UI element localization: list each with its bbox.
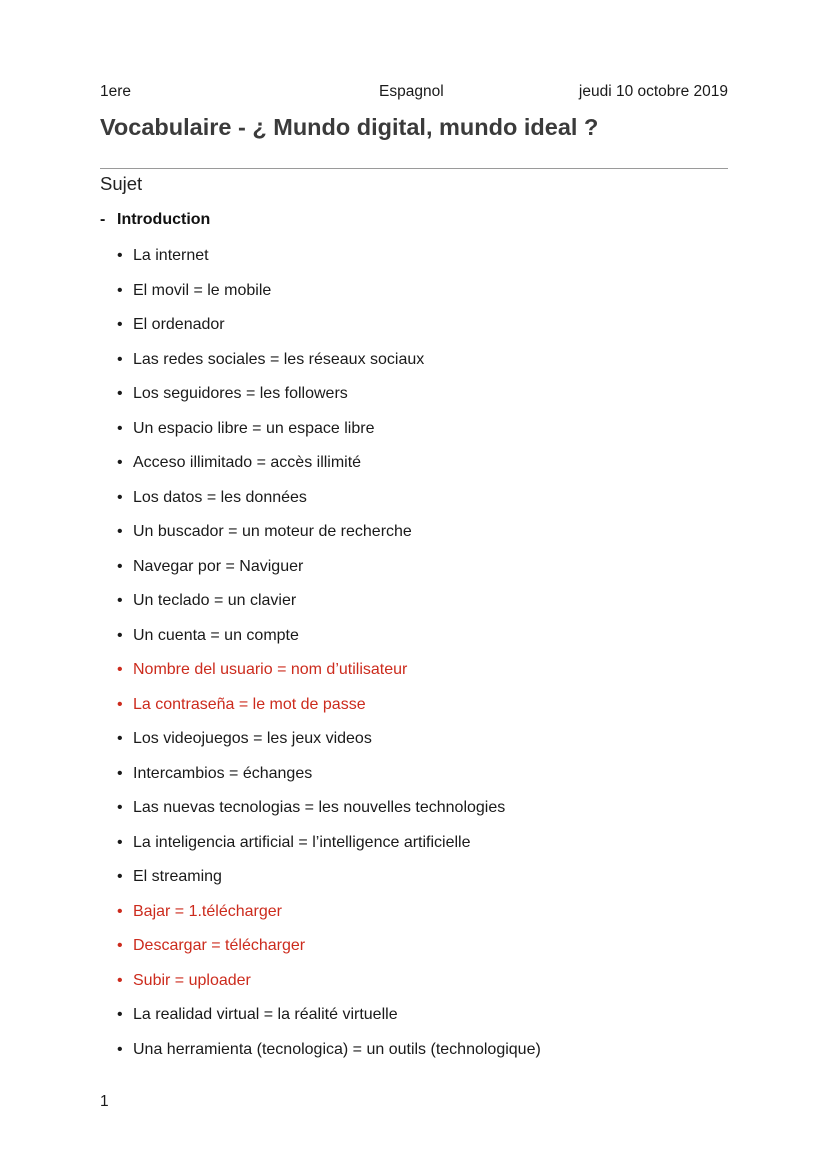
vocab-item bbox=[117, 384, 541, 419]
bullet-icon: • bbox=[117, 1040, 123, 1058]
vocab-item bbox=[117, 557, 541, 592]
vocab-item bbox=[117, 1005, 541, 1040]
vocab-item-text: El ordenador bbox=[133, 316, 225, 333]
page-number: 1 bbox=[100, 1093, 109, 1110]
subsection-label: Introduction bbox=[117, 211, 211, 228]
vocab-item bbox=[117, 281, 541, 316]
vocab-item-text: Un espacio libre = un espace libre bbox=[133, 419, 375, 437]
vocab-item bbox=[117, 798, 541, 833]
dash-marker: - bbox=[100, 211, 106, 228]
bullet-icon: • bbox=[117, 419, 123, 437]
vocab-item bbox=[117, 246, 541, 281]
vocab-item-text: La inteligencia artificial = l’intelligence artificielle bbox=[133, 833, 471, 851]
section-heading: Sujet bbox=[100, 173, 143, 194]
vocab-item bbox=[117, 1040, 541, 1075]
bullet-icon: • bbox=[117, 833, 123, 851]
vocab-item-text: Los datos = les données bbox=[133, 488, 307, 506]
vocab-item bbox=[117, 936, 541, 971]
vocab-item bbox=[117, 902, 541, 937]
vocab-item-text: El streaming bbox=[133, 868, 222, 885]
vocab-item bbox=[117, 764, 541, 799]
vocab-item-text: La internet bbox=[133, 247, 209, 264]
bullet-icon: • bbox=[117, 730, 123, 747]
bullet-icon: • bbox=[117, 281, 123, 299]
vocab-item-text: Nombre del usuario = nom d’utilisateur bbox=[133, 661, 408, 678]
class-level: 1ere bbox=[100, 83, 132, 100]
bullet-icon: • bbox=[117, 661, 123, 678]
bullet-icon: • bbox=[117, 247, 123, 264]
vocab-item-text: Descargar = télécharger bbox=[133, 937, 306, 954]
vocab-item bbox=[117, 833, 541, 868]
vocab-item bbox=[117, 729, 541, 764]
page-title: Vocabulaire - ¿ Mundo digital, mundo ideal ? bbox=[100, 114, 599, 140]
vocab-item bbox=[117, 591, 541, 626]
vocab-item-text: El movil = le mobile bbox=[133, 281, 272, 299]
title-divider bbox=[100, 168, 728, 169]
bullet-icon: • bbox=[117, 799, 123, 816]
bullet-icon: • bbox=[117, 764, 123, 782]
vocab-item-text: Un cuenta = un compte bbox=[133, 626, 299, 644]
bullet-icon: • bbox=[117, 695, 123, 713]
vocab-item-text: Una herramienta (tecnologica) = un outils (technologique) bbox=[133, 1040, 541, 1058]
vocab-item bbox=[117, 522, 541, 557]
vocab-item bbox=[117, 971, 541, 1006]
vocab-item-text: La contraseña = le mot de passe bbox=[133, 695, 366, 713]
subsection-heading bbox=[100, 211, 210, 229]
bullet-icon: • bbox=[117, 626, 123, 644]
subject-label: Espagnol bbox=[379, 83, 444, 100]
vocab-item-text: Un buscador = un moteur de recherche bbox=[133, 523, 412, 540]
bullet-icon: • bbox=[117, 868, 123, 885]
bullet-icon: • bbox=[117, 1006, 123, 1023]
vocab-item bbox=[117, 315, 541, 350]
vocab-item-text: Bajar = 1.télécharger bbox=[133, 902, 282, 920]
bullet-icon: • bbox=[117, 523, 123, 540]
vocab-item-text: Un teclado = un clavier bbox=[133, 592, 297, 609]
vocab-item-text: La realidad virtual = la réalité virtuelle bbox=[133, 1006, 398, 1023]
vocab-item bbox=[117, 419, 541, 454]
bullet-icon: • bbox=[117, 557, 123, 575]
vocab-item-text: Las redes sociales = les réseaux sociaux bbox=[133, 350, 425, 368]
bullet-icon: • bbox=[117, 488, 123, 506]
vocab-item bbox=[117, 660, 541, 695]
vocab-list bbox=[117, 246, 541, 1074]
vocab-item-text: Navegar por = Naviguer bbox=[133, 557, 304, 575]
vocab-item-text: Intercambios = échanges bbox=[133, 764, 313, 782]
vocab-item-text: Subir = uploader bbox=[133, 971, 251, 989]
bullet-icon: • bbox=[117, 971, 123, 989]
bullet-icon: • bbox=[117, 592, 123, 609]
bullet-icon: • bbox=[117, 937, 123, 954]
vocab-item bbox=[117, 453, 541, 488]
vocab-item bbox=[117, 867, 541, 902]
vocab-item-text: Los videojuegos = les jeux videos bbox=[133, 730, 372, 747]
vocab-item-text: Acceso illimitado = accès illimité bbox=[133, 454, 362, 471]
vocab-item-text: Las nuevas tecnologias = les nouvelles technologies bbox=[133, 799, 506, 816]
vocab-item bbox=[117, 350, 541, 385]
bullet-icon: • bbox=[117, 316, 123, 333]
bullet-icon: • bbox=[117, 350, 123, 368]
vocab-item bbox=[117, 695, 541, 730]
vocab-item bbox=[117, 488, 541, 523]
vocab-item-text: Los seguidores = les followers bbox=[133, 385, 348, 402]
vocab-item bbox=[117, 626, 541, 661]
bullet-icon: • bbox=[117, 454, 123, 471]
bullet-icon: • bbox=[117, 902, 123, 920]
date-label: jeudi 10 octobre 2019 bbox=[578, 83, 728, 100]
bullet-icon: • bbox=[117, 385, 123, 402]
page-header bbox=[100, 83, 728, 103]
